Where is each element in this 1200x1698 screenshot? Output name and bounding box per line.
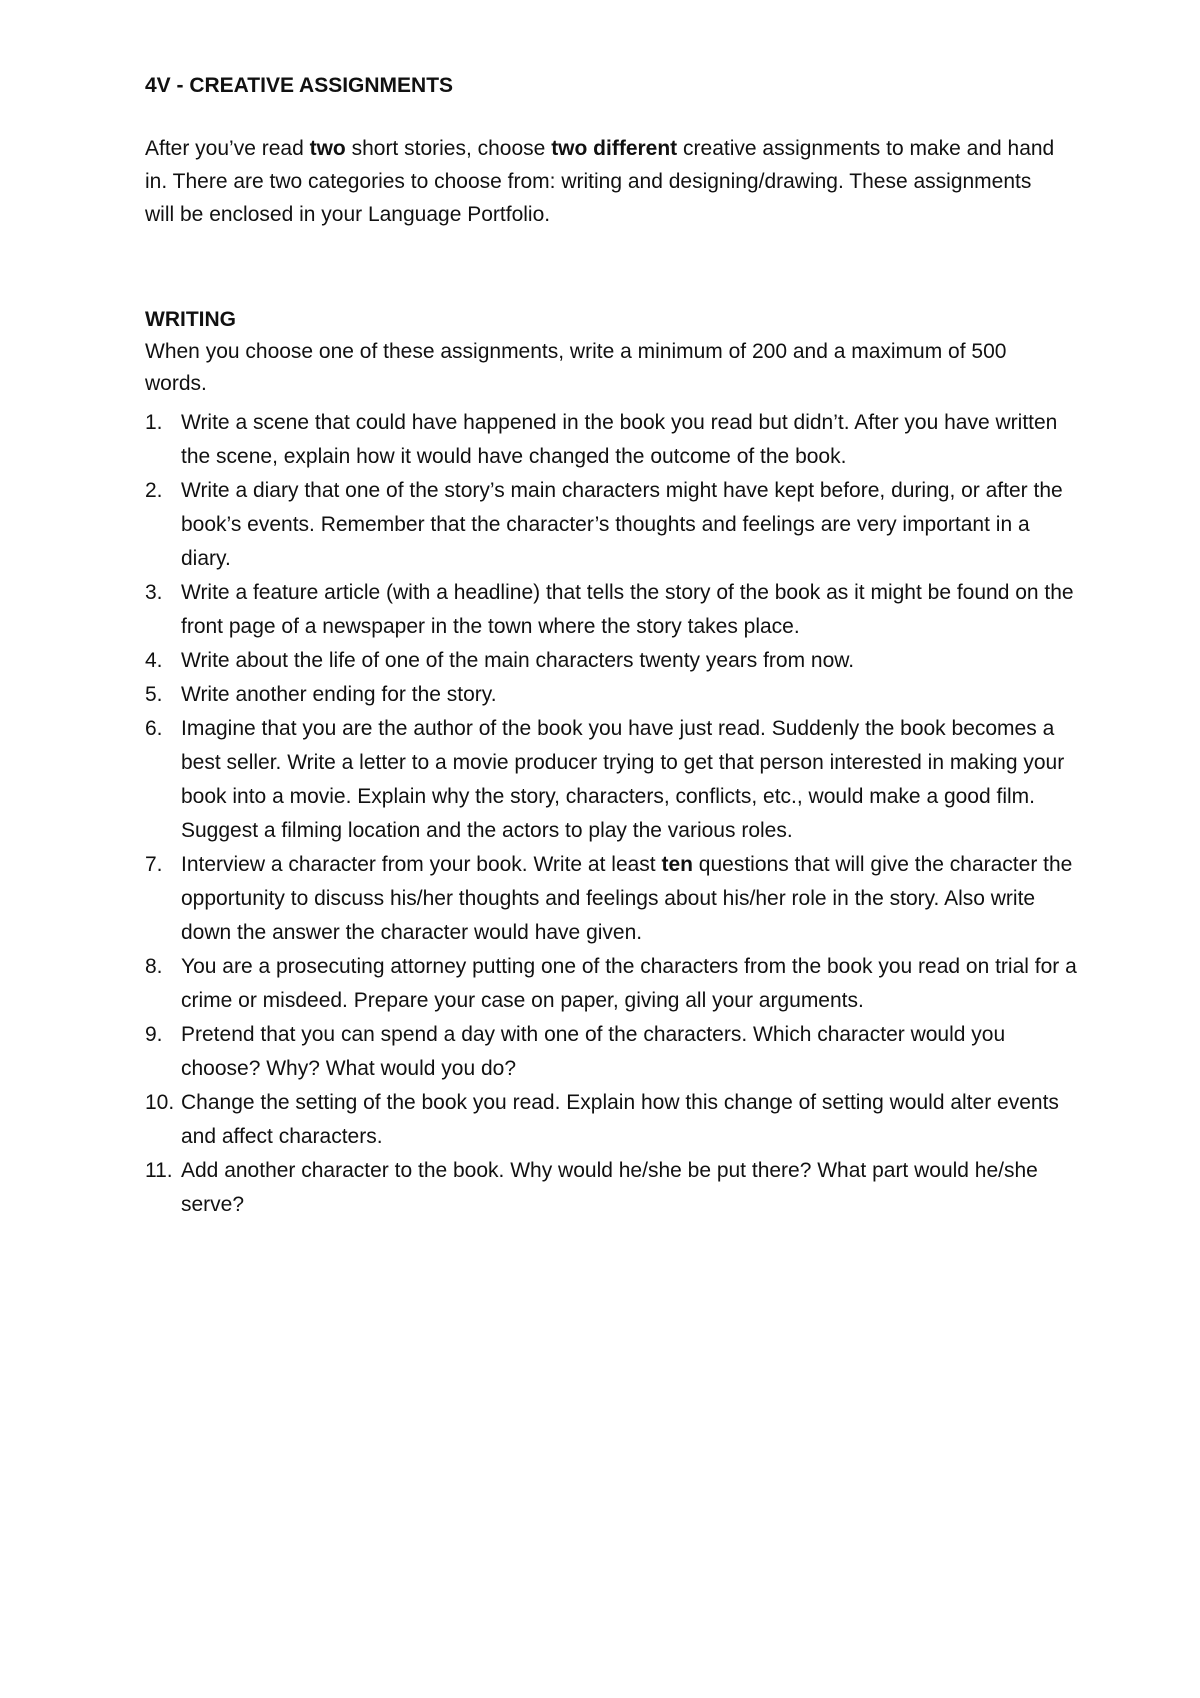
list-item-number: 4. bbox=[145, 649, 163, 672]
list-item bbox=[145, 406, 1081, 474]
list-item-text: questions that will give the character the opportunity to discuss his/her thoughts and feelings about his/her role in the story. Also write down the answer the character would have given. bbox=[181, 853, 1073, 944]
list-item-number: 8. bbox=[145, 955, 163, 978]
list-item-number: 9. bbox=[145, 1023, 163, 1046]
intro-bold-two: two bbox=[309, 137, 346, 160]
list-item-text: Pretend that you can spend a day with one of the characters. Which character would you choose? Why? What would you do? bbox=[181, 1023, 1006, 1080]
list-item-text: Interview a character from your book. Write at least bbox=[181, 853, 662, 876]
list-item-text: Change the setting of the book you read. Explain how this change of setting would alter events and affect characters. bbox=[181, 1091, 1059, 1148]
list-item bbox=[145, 474, 1081, 576]
writing-heading: WRITING bbox=[145, 308, 236, 331]
document-page bbox=[145, 70, 1075, 1222]
intro-paragraph bbox=[145, 132, 1065, 231]
list-item-number: 5. bbox=[145, 683, 163, 706]
list-item-text: Write a diary that one of the story’s main characters might have kept before, during, or after the book’s events. Remember that the character’s thoughts and feelings are very important in a diary. bbox=[181, 479, 1063, 570]
list-item-number: 11. bbox=[145, 1159, 173, 1182]
list-item-text: Imagine that you are the author of the book you have just read. Suddenly the book becomes a best seller. Write a letter to a movie producer trying to get that person interested in making your book into a movie. Explain why the story, characters, conflicts, etc., would make a good film. Suggest a filming location and the actors to play the various roles. bbox=[181, 717, 1065, 842]
intro-text: short stories, choose bbox=[345, 137, 552, 160]
list-item-text: Write about the life of one of the main characters twenty years from now. bbox=[181, 649, 855, 672]
list-item-number: 3. bbox=[145, 581, 163, 604]
list-item bbox=[145, 576, 1081, 644]
list-item-number: 7. bbox=[145, 853, 163, 876]
list-item bbox=[145, 712, 1081, 848]
writing-assignment-list bbox=[145, 406, 1075, 1222]
list-item bbox=[145, 644, 1081, 678]
list-item bbox=[145, 1154, 1081, 1222]
list-item bbox=[145, 1018, 1081, 1086]
list-item-bold-ten: ten bbox=[661, 853, 693, 876]
list-item-text: You are a prosecuting attorney putting one of the characters from the book you read on trial for a crime or misdeed. Prepare your case on paper, giving all your arguments. bbox=[181, 955, 1077, 1012]
writing-description: When you choose one of these assignments, write a minimum of 200 and a maximum of 500 words. bbox=[145, 340, 1007, 395]
list-item-text: Write another ending for the story. bbox=[181, 683, 497, 706]
list-item-text: Add another character to the book. Why would he/she be put there? What part would he/she serve? bbox=[181, 1159, 1038, 1216]
document-title: 4V - CREATIVE ASSIGNMENTS bbox=[145, 74, 454, 97]
list-item-number: 2. bbox=[145, 479, 163, 502]
list-item-text: Write a feature article (with a headline) that tells the story of the book as it might be found on the front page of a newspaper in the town where the story takes place. bbox=[181, 581, 1074, 638]
list-item bbox=[145, 1086, 1081, 1154]
intro-text: After you’ve read bbox=[145, 137, 310, 160]
intro-bold-two-different: two different bbox=[551, 137, 678, 160]
list-item bbox=[145, 950, 1081, 1018]
list-item-number: 10. bbox=[145, 1091, 175, 1114]
list-item-text: Write a scene that could have happened in the book you read but didn’t. After you have written the scene, explain how it would have changed the outcome of the book. bbox=[181, 411, 1058, 468]
list-item bbox=[145, 678, 1081, 712]
list-item-number: 6. bbox=[145, 717, 163, 740]
list-item-number: 1. bbox=[145, 411, 163, 434]
intro-text: creative assignments to make and hand in. There are two categories to choose from: writing and designing/drawing. These assignments will be enclosed in your Language Portfolio. bbox=[145, 137, 1055, 226]
list-item bbox=[145, 848, 1081, 950]
